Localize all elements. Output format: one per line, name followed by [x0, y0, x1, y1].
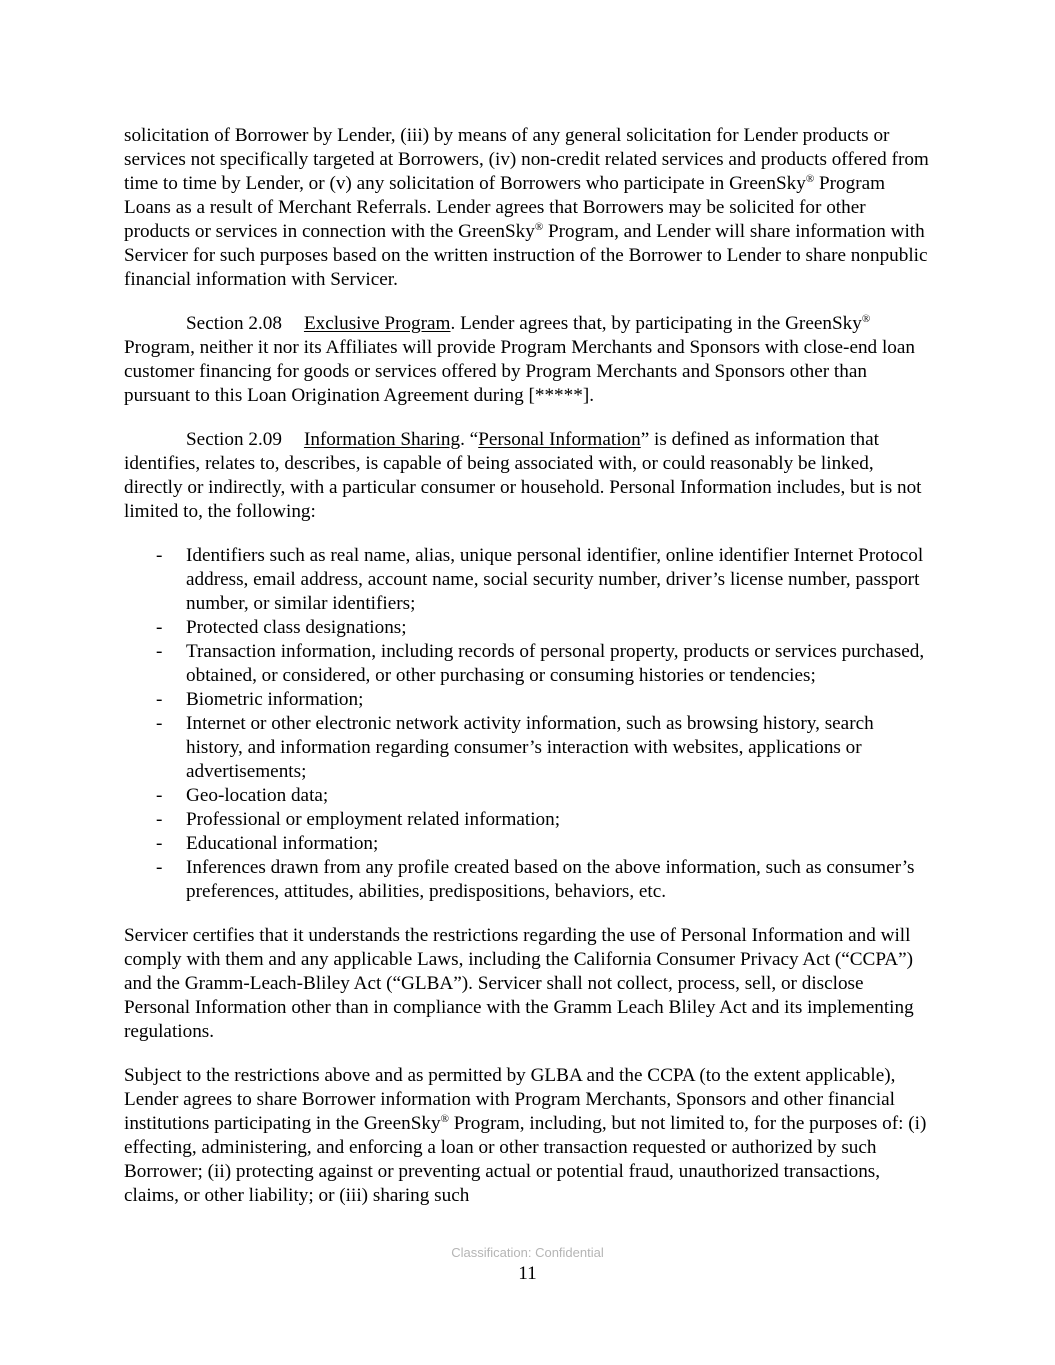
list-item [124, 688, 934, 712]
list-item-text: Identifiers such as real name, alias, unique personal identifier, online identifier Internet Protocol address, email address, account name, social security number, driver’s license number, passport number, or similar identifiers; [186, 545, 924, 614]
list-item-text: Protected class designations; [186, 617, 407, 638]
document-page [124, 124, 934, 1208]
section-2-09 [124, 428, 934, 524]
list-item-text: Biometric information; [186, 689, 364, 710]
paragraph-subject-to-restrictions [124, 1064, 934, 1208]
bullet-dash: - [156, 617, 163, 638]
classification-label: Classification: Confidential [451, 1245, 604, 1260]
list-item [124, 784, 934, 808]
section-title: Exclusive Program [303, 313, 451, 334]
registered-mark: ® [861, 313, 871, 325]
section-text: ” is defined as information that identifies, relates to, describes, is capable of being associated with, or could reasonably be linked, directly or indirectly, with a particular consumer or household. Personal Information includes, but is not limited to, the following: [124, 429, 922, 522]
list-item-text: Educational information; [186, 833, 379, 854]
section-number: Section 2.09 [186, 429, 282, 450]
section-title: Information Sharing [303, 429, 461, 450]
defined-term: Personal Information [478, 429, 641, 450]
section-2-08 [124, 312, 934, 408]
bullet-dash: - [156, 641, 163, 662]
paragraph-text: Program, and Lender will share information with Servicer for such purposes based on the written instruction of the Borrower to Lender to share nonpublic financial information with Servicer. [124, 221, 928, 290]
personal-information-list [124, 544, 934, 904]
page-number: 11 [518, 1263, 537, 1284]
section-text: Program, neither it nor its Affiliates will provide Program Merchants and Sponsors with close-end loan customer financing for goods or services offered by Program Merchants and Sponsors other than pursuant to this Loan Origination Agreement during [*****]. [124, 337, 915, 406]
paragraph-servicer-certifies: Servicer certifies that it understands the restrictions regarding the use of Personal Information and will comply with them and any applicable Laws, including the California Consumer Privacy Act (“CCPA”) and the Gramm-Leach-Bliley Act (“GLBA”). Servicer shall not collect, process, sell, or disclose Personal Information other than in compliance with the Gramm Leach Bliley Act and its implementing regulations. [124, 925, 914, 1042]
paragraph-solicitation [124, 124, 934, 292]
list-item [124, 544, 934, 616]
list-item-text: Geo-location data; [186, 785, 329, 806]
list-item [124, 832, 934, 856]
list-item [124, 640, 934, 688]
list-item [124, 616, 934, 640]
list-item-text: Inferences drawn from any profile created based on the above information, such as consumer’s preferences, attitudes, abilities, predispositions, behaviors, etc. [186, 857, 915, 902]
list-item [124, 712, 934, 784]
section-text: . “ [460, 429, 479, 450]
list-item [124, 856, 934, 904]
registered-mark: ® [805, 173, 815, 185]
paragraph-text: Program Loans as a result of Merchant Referrals. Lender agrees that Borrowers may be solicited for other products or services in connection with the GreenSky [124, 173, 886, 242]
section-number: Section 2.08 [186, 313, 282, 334]
bullet-dash: - [156, 713, 163, 734]
bullet-dash: - [156, 689, 163, 710]
paragraph-text: solicitation of Borrower by Lender, (iii) by means of any general solicitation for Lender products or services not specifically targeted at Borrowers, (iv) non-credit related services and products offered from time to time by Lender, or (v) any solicitation of Borrowers who participate in GreenSky [124, 125, 929, 194]
list-item-text: Transaction information, including records of personal property, products or services purchased, obtained, or considered, or other purchasing or consuming histories or tendencies; [186, 641, 925, 686]
section-text: . Lender agrees that, by participating in the GreenSky [450, 313, 862, 334]
list-item-text: Professional or employment related information; [186, 809, 561, 830]
paragraph-text: Program, including, but not limited to, for the purposes of: (i) effecting, administering, and enforcing a loan or other transaction requested or authorized by such Borrower; (ii) protecting against or preventing actual or potential fraud, unauthorized transactions, claims, or other liability; or (iii) sharing such [124, 1113, 927, 1206]
bullet-dash: - [156, 833, 163, 854]
bullet-dash: - [156, 857, 163, 878]
paragraph-text: Subject to the restrictions above and as permitted by GLBA and the CCPA (to the extent applicable), Lender agrees to share Borrower information with Program Merchants, Sponsors and other financial institutions participating in the GreenSky [124, 1065, 896, 1134]
bullet-dash: - [156, 809, 163, 830]
list-item [124, 808, 934, 832]
bullet-dash: - [156, 545, 163, 566]
list-item-text: Internet or other electronic network activity information, such as browsing history, search history, and information regarding consumer’s interaction with websites, applications or advertisements; [186, 713, 874, 782]
registered-mark: ® [440, 1113, 449, 1125]
bullet-dash: - [156, 785, 163, 806]
registered-mark: ® [534, 221, 544, 233]
